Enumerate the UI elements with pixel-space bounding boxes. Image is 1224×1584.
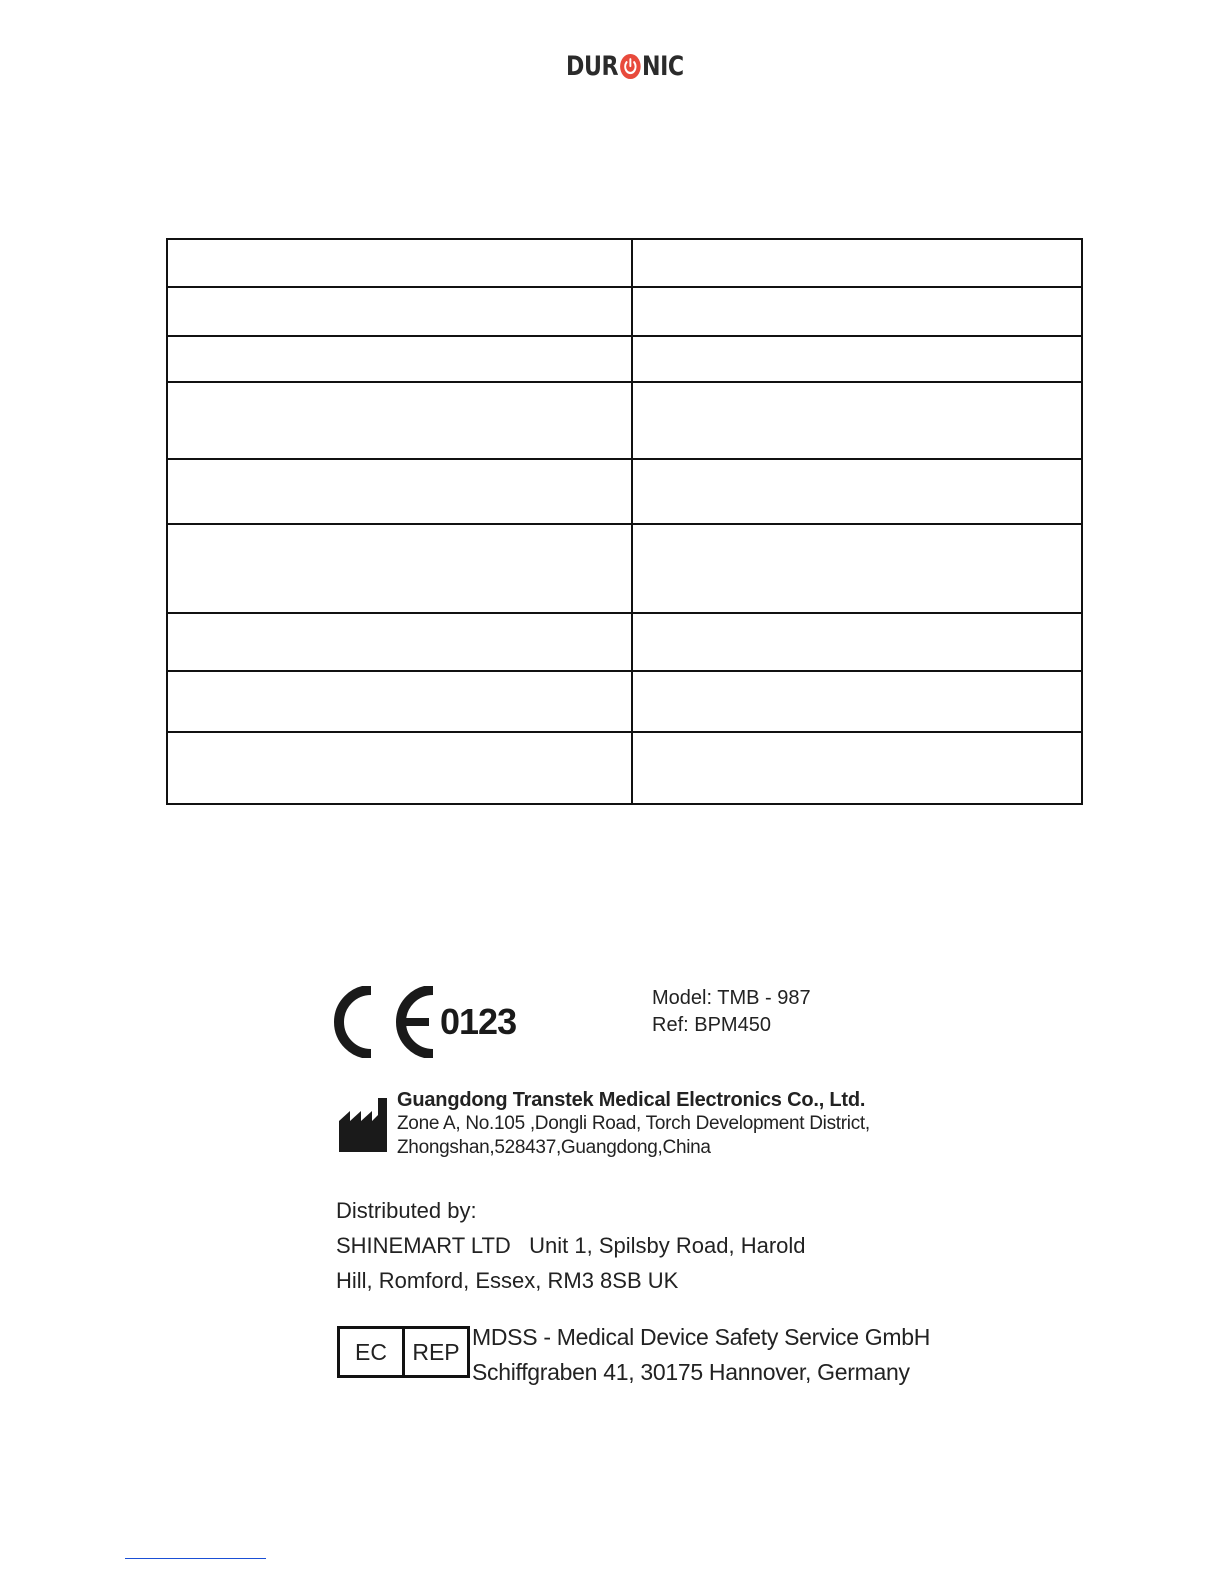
table-cell (632, 382, 1082, 459)
distributor-heading: Distributed by: (336, 1198, 477, 1223)
manufacturer-address-line1: Zone A, No.105 ,Dongli Road, Torch Development District, (397, 1113, 870, 1134)
logo-text-right: NIC (641, 50, 684, 82)
table-cell (632, 336, 1082, 382)
distributor-line1: SHINEMART LTD Unit 1, Spilsby Road, Harold (336, 1233, 806, 1258)
table-cell (632, 671, 1082, 732)
duronic-logo (566, 50, 684, 82)
ec-label: EC (340, 1329, 405, 1375)
model-number: Model: TMB - 987 (652, 987, 811, 1009)
table-row (167, 732, 1082, 804)
table-cell (167, 613, 632, 671)
rep-label: REP (412, 1338, 460, 1365)
logo-text-left: DUR (566, 50, 619, 82)
manufacturer-address-line2: Zhongshan,528437,Guangdong,China (397, 1137, 711, 1158)
table-row (167, 382, 1082, 459)
table-cell (167, 524, 632, 613)
manufacturer-icon (338, 1097, 388, 1153)
table-row (167, 239, 1082, 287)
distributor-info (336, 1193, 806, 1298)
table-cell (632, 459, 1082, 524)
table-cell (167, 459, 632, 524)
ce-mark-icon (333, 986, 441, 1058)
table-row (167, 613, 1082, 671)
table-cell (632, 524, 1082, 613)
notified-body-number: 0123 (440, 1001, 517, 1042)
table-cell (632, 239, 1082, 287)
ec-rep-symbol (337, 1326, 470, 1378)
table-row (167, 336, 1082, 382)
table-row (167, 287, 1082, 336)
table-cell (632, 613, 1082, 671)
footnote-divider (125, 1558, 266, 1559)
spec-table (166, 238, 1083, 805)
table-row (167, 459, 1082, 524)
model-block (652, 985, 811, 1039)
table-cell (167, 287, 632, 336)
ref-number: Ref: BPM450 (652, 1014, 771, 1036)
table-cell (632, 732, 1082, 804)
ec-rep-line1: MDSS - Medical Device Safety Service GmbH (472, 1324, 931, 1350)
distributor-line2: Hill, Romford, Essex, RM3 8SB UK (336, 1268, 679, 1293)
table-row (167, 524, 1082, 613)
table-cell (167, 732, 632, 804)
table-cell (167, 336, 632, 382)
table-cell (167, 671, 632, 732)
table-cell (167, 239, 632, 287)
manufacturer-name: Guangdong Transtek Medical Electronics Co., Ltd. (397, 1089, 866, 1111)
table-cell (167, 382, 632, 459)
ec-rep-info (472, 1320, 930, 1390)
table-row (167, 671, 1082, 732)
ec-rep-line2: Schiffgraben 41, 30175 Hannover, Germany (472, 1359, 910, 1385)
power-icon (619, 53, 641, 80)
manufacturer-info (397, 1088, 870, 1160)
table-cell (632, 287, 1082, 336)
